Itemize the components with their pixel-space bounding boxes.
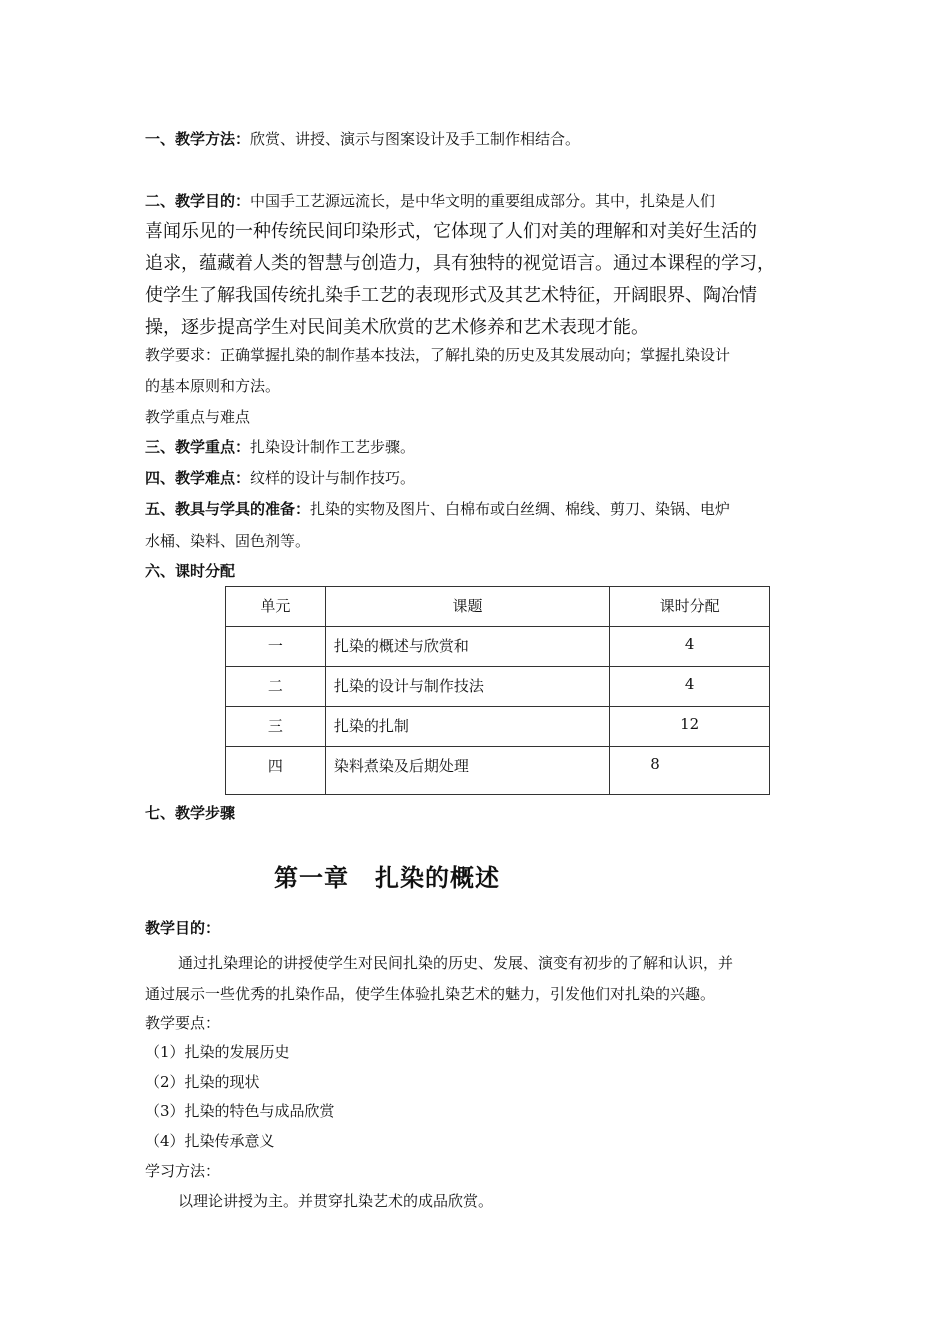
key-points-text: 扎染设计制作工艺步骤。 — [250, 438, 416, 456]
table-header-row — [226, 587, 770, 627]
teaching-methods-label: 一、教学方法： — [145, 130, 251, 148]
cell-topic: 扎染的扎制 — [325, 707, 609, 747]
teaching-goals-line4: 使学生了解我国传统扎染手工艺的表现形式及其艺术特征，开阔眼界、陶冶情 — [145, 285, 757, 306]
difficulties-text: 纹样的设计与制作技巧。 — [250, 469, 416, 487]
materials-line1 — [145, 499, 730, 519]
cell-unit: 四 — [226, 747, 326, 795]
hours-table — [225, 586, 770, 795]
materials-text: 扎染的实物及图片、白棉布或白丝绸、棉线、剪刀、染锅、电炉 — [310, 500, 731, 518]
materials-label: 五、教具与学具的准备： — [145, 500, 311, 518]
header-unit: 单元 — [226, 587, 326, 627]
teaching-goals-line3: 追求，蕴藏着人类的智慧与创造力，具有独特的视觉语言。通过本课程的学习， — [145, 253, 775, 274]
chapter-title: 扎染的概述 — [375, 863, 500, 892]
list-item: （3）扎染的特色与成品欣赏 — [145, 1102, 335, 1120]
teaching-goals-line1 — [145, 191, 715, 211]
study-method-text: 以理论讲授为主。并贯穿扎染艺术的成品欣赏。 — [178, 1192, 494, 1210]
teaching-goals-line2: 喜闻乐见的一种传统民间印染形式，它体现了人们对美的理解和对美好生活的 — [145, 221, 757, 242]
list-item: （2）扎染的现状 — [145, 1073, 260, 1091]
hours-title-text: 六、课时分配 — [145, 562, 236, 580]
teaching-requirements-line2: 的基本原则和方法。 — [145, 377, 281, 395]
list-item: （1）扎染的发展历史 — [145, 1043, 290, 1061]
chapter-heading — [274, 858, 500, 893]
cell-hours: 4 — [610, 627, 770, 667]
cell-topic: 扎染的设计与制作技法 — [325, 667, 609, 707]
focus-title: 教学重点与难点 — [145, 408, 251, 426]
table-row — [226, 627, 770, 667]
cell-topic: 扎染的概述与欣赏和 — [325, 627, 609, 667]
cell-hours: 12 — [610, 707, 770, 747]
teaching-goals-text: 中国手工艺源远流长，是中华文明的重要组成部分。其中，扎染是人们 — [250, 192, 716, 210]
header-topic: 课题 — [325, 587, 609, 627]
chapter-purpose-line2: 通过展示一些优秀的扎染作品，使学生体验扎染艺术的魅力，引发他们对扎染的兴趣。 — [145, 985, 716, 1003]
table-row — [226, 667, 770, 707]
header-hours: 课时分配 — [610, 587, 770, 627]
cell-hours: 4 — [610, 667, 770, 707]
chapter-number: 第一章 — [274, 863, 349, 892]
cell-hours: 8 — [610, 747, 770, 795]
key-points-label: 三、教学重点： — [145, 438, 251, 456]
teaching-methods-text: 欣赏、讲授、演示与图案设计及手工制作相结合。 — [250, 130, 581, 148]
cell-topic: 染料煮染及后期处理 — [325, 747, 609, 795]
difficulties-label: 四、教学难点： — [145, 469, 251, 487]
chapter-purpose-line1: 通过扎染理论的讲授使学生对民间扎染的历史、发展、演变有初步的了解和认识，并 — [178, 954, 734, 972]
teaching-methods — [145, 129, 580, 149]
teaching-goals-label: 二、教学目的： — [145, 192, 251, 210]
list-item: （4）扎染传承意义 — [145, 1132, 275, 1150]
materials-line2: 水桶、染料、固色剂等。 — [145, 532, 311, 550]
chapter-purpose-label-text: 教学目的： — [145, 919, 221, 937]
teaching-requirements-line1: 教学要求：正确掌握扎染的制作基本技法，了解扎染的历史及其发展动向；掌握扎染设计 — [145, 346, 731, 364]
points-label: 教学要点： — [145, 1014, 221, 1032]
cell-unit: 三 — [226, 707, 326, 747]
hours-title — [145, 561, 235, 581]
cell-unit: 一 — [226, 627, 326, 667]
difficulties — [145, 468, 415, 488]
steps-title-text: 七、教学步骤 — [145, 804, 236, 822]
study-method-label: 学习方法： — [145, 1162, 221, 1180]
chapter-purpose-label — [145, 918, 220, 938]
table-row — [226, 707, 770, 747]
steps-title — [145, 803, 235, 823]
key-points — [145, 437, 415, 457]
teaching-goals-line5: 操，逐步提高学生对民间美术欣赏的艺术修养和艺术表现才能。 — [145, 317, 649, 338]
cell-unit: 二 — [226, 667, 326, 707]
table-row — [226, 747, 770, 795]
